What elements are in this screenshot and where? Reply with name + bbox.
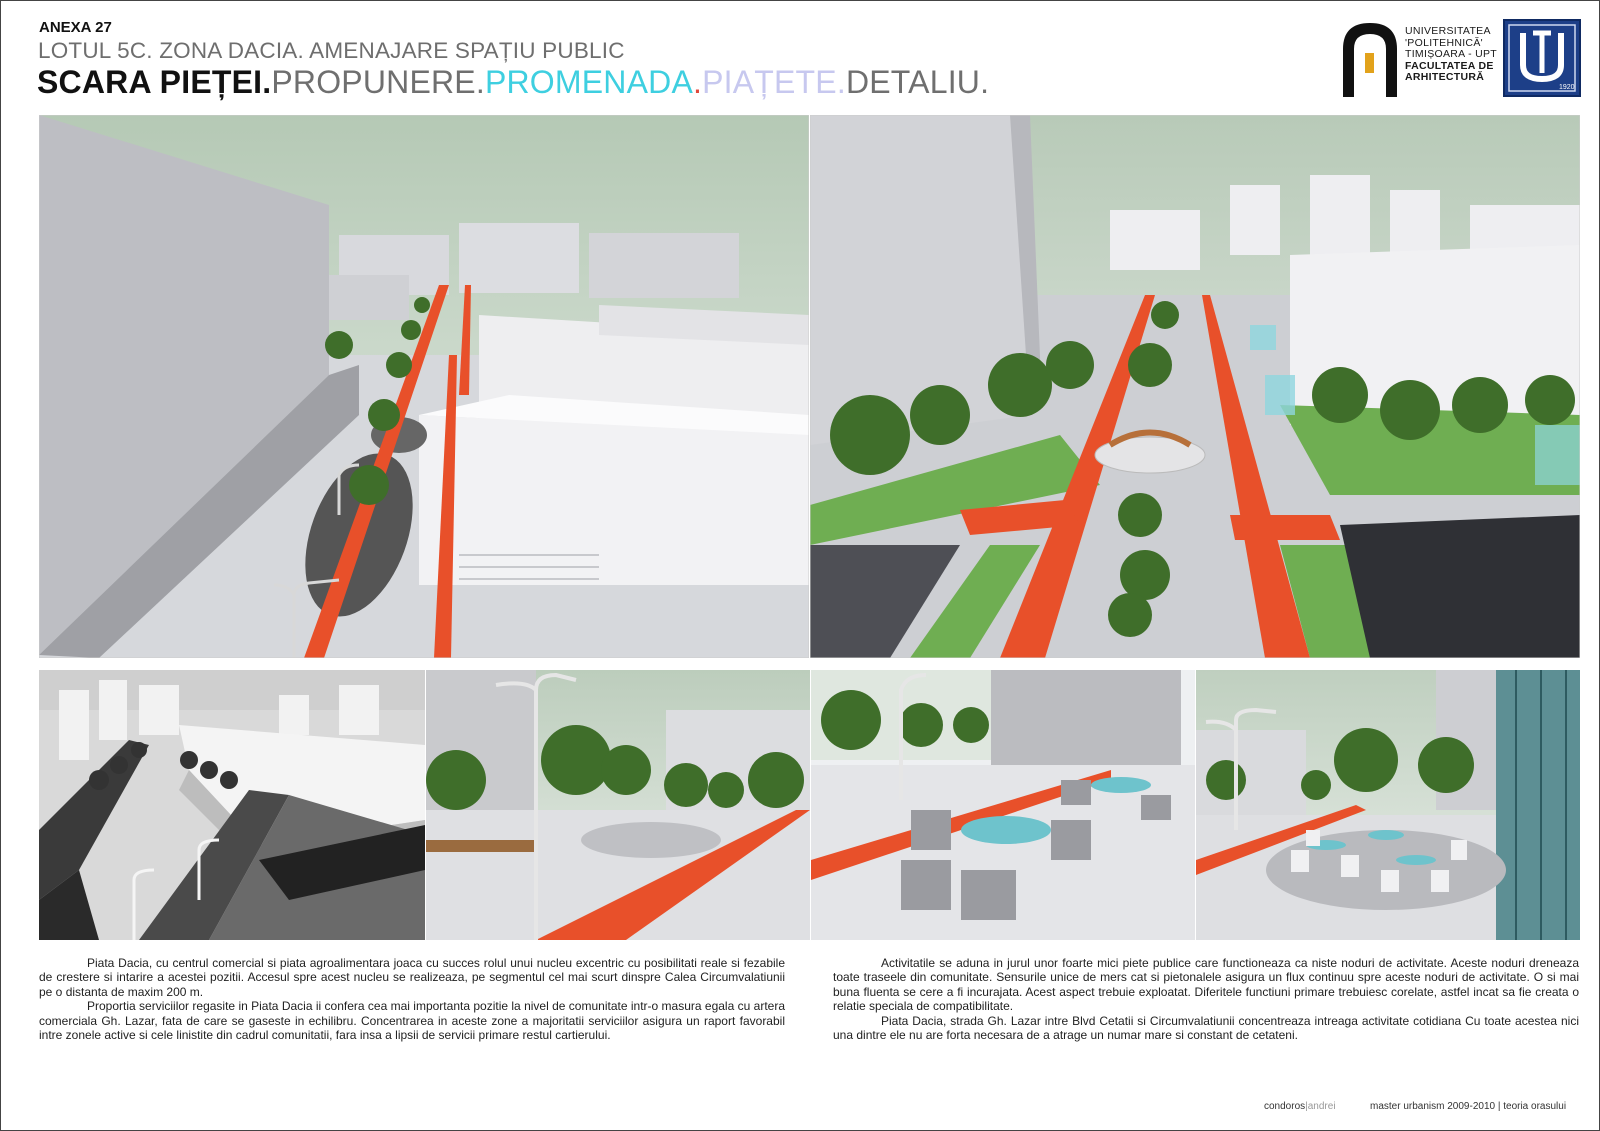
faculty-architecture-logo [1340,19,1400,97]
title-propunere: PROPUNERE. [271,64,485,100]
paragraph-right-1: Activitatile se aduna in jurul unor foarte mici piete publice care functioneaza ca niste noduri de activitate. Aceste noduri dreneaza toate traseele din comunitate. Sensurile unice de mers cat si pietonalele asigura un flux continuu spre aceste noduri de activitate. O si mai buna fluenta se cere a fi incurajata. Acest aspect trebuie exploatat. Diferitele functiuni primare trebuiesc corelate, astfel incat sa fie creata o relatie speciala de compatibilitate. [833,956,1579,1014]
page-subtitle: LOTUL 5C. ZONA DACIA. AMENAJARE SPAȚIU PUBLIC [38,38,625,63]
title-promenada: PROMENADA [484,64,693,100]
text-column-right [833,956,1579,1042]
university-name [1405,26,1497,84]
author-first: condoros [1264,1101,1306,1112]
annex-label: ANEXA 27 [39,19,112,36]
uni-line-5: ARHITECTURĂ [1405,71,1485,83]
footer-course: master urbanism 2009-2010 | teoria orasului [1370,1101,1567,1112]
page-title [37,64,989,101]
upt-logo-year: 1920 [1559,84,1575,91]
uni-line-3: TIMIȘOARA - UPT [1405,48,1498,60]
title-detaliu: DETALIU. [845,64,990,100]
paragraph-left-2: Proportia serviciilor regasite in Piata Dacia ii confera cea mai importanta pozitie la nivel de comunitate intr-o masura egala cu artera comerciala Gh. Lazar, fata de care se gaseste in echilibru. Concentrarea in aceste zone a majoritatii serviciilor asigura un raport favorabil intre zonele active si cele linistite din cadrul comunitatii, fara insa a lipsii de servicii primare restul cartierului. [39,999,785,1043]
title-dot: . [693,64,703,100]
uni-line-2: 'POLITEHNICĂ' [1405,36,1483,49]
uni-line-1: UNIVERSITATEA [1405,25,1491,37]
render-promenade-aerial-right [810,115,1580,658]
text-column-left [39,956,785,1042]
render-promenade-street-level [426,670,810,940]
render-small-plaza [1196,670,1580,940]
title-scara: SCARA PIEȚEI. [37,64,272,100]
paragraph-right-2: Piata Dacia, strada Gh. Lazar intre Blvd Cetatii si Circumvalatiunii concentreaza intreaga activitate cotidiana Cu toate acestea nici una dintre ele nu are forta necesara de a atrage un numar mare si constant de cetateni. [833,1013,1579,1043]
render-cafe-tables [811,670,1195,940]
uni-line-4: FACULTATEA DE [1405,59,1494,72]
paragraph-left-1: Piata Dacia, cu centrul comercial si piata agroalimentara joaca cu succes rolul unui nucleu excentric cu posibilitati reale si fezabile de crestere si intarire a acestei pozitii. Accesul spre acest nucleu se realizeaza, pe segmentul cel mai scurt dinspre Calea Circumvalatiunii pe o distanta de maxim 200 m. [39,956,785,999]
author-last: andrei [1307,1101,1336,1112]
render-promenade-aerial-left [39,115,809,658]
title-piatete: PIAȚETE. [702,64,846,100]
footer-author: condoros|andrei [1264,1101,1336,1112]
render-grayscale-aerial [39,670,425,940]
upt-logo [1503,19,1581,97]
